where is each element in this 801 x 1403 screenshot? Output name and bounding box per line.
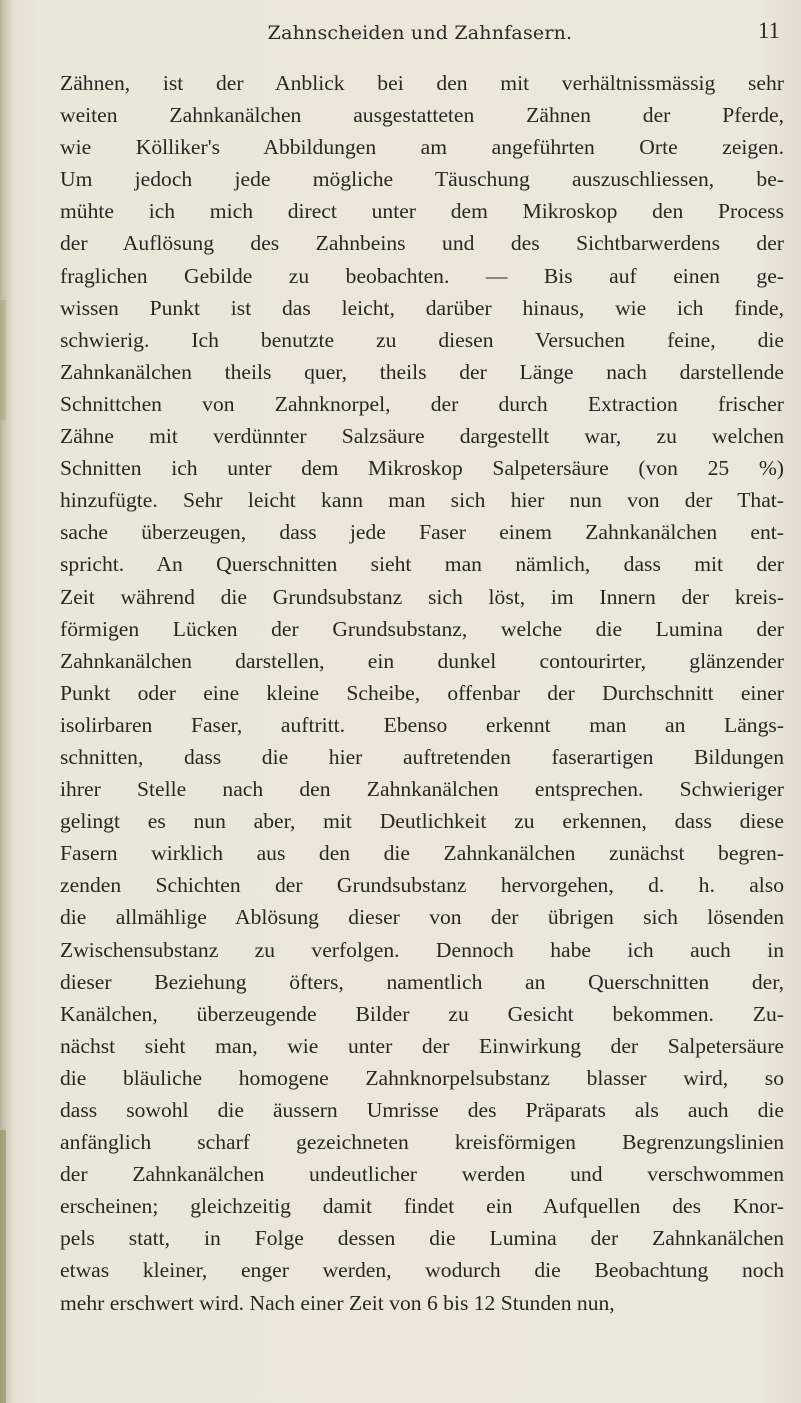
running-head: Zahnscheiden und Zahnfasern. xyxy=(267,22,573,44)
text-line: schwierig. Ich benutzte zu diesen Versuchen feine, die xyxy=(60,327,784,352)
text-line: gelingt es nun aber, mit Deutlichkeit zu erkennen, dass diese xyxy=(60,809,784,834)
text-line: förmigen Lücken der Grundsubstanz, welche die Lumina der xyxy=(60,616,784,641)
page-header xyxy=(60,18,780,58)
text-line: die bläuliche homogene Zahnknorpelsubstanz blasser wird, so xyxy=(60,1065,784,1090)
text-line: ihrer Stelle nach den Zahnkanälchen entsprechen. Schwieriger xyxy=(60,777,784,802)
text-line: fraglichen Gebilde zu beobachten. — Bis auf einen ge- xyxy=(60,263,784,288)
text-line: wie Kölliker's Abbildungen am angeführten Orte zeigen. xyxy=(60,135,784,160)
text-line: Zähnen, ist der Anblick bei den mit verhältnissmässig sehr xyxy=(60,71,784,95)
text-line: hinzufügte. Sehr leicht kann man sich hier nun von der That- xyxy=(60,488,784,513)
text-line: Zeit während die Grundsubstanz sich löst, im Innern der kreis- xyxy=(60,584,784,609)
page-edge-stain xyxy=(0,1130,6,1403)
text-line: mehr erschwert wird. Nach einer Zeit von 6 bis 12 Stunden nun, xyxy=(60,1290,615,1315)
text-line: dass sowohl die äussern Umrisse des Präparats als auch die xyxy=(60,1098,784,1122)
text-line: der Auflösung des Zahnbeins und des Sichtbarwerdens der xyxy=(60,231,784,256)
body-text xyxy=(60,67,784,1319)
text-line: mühte ich mich direct unter dem Mikroskop den Process xyxy=(60,199,784,224)
text-line: Zähne mit verdünnter Salzsäure dargestellt war, zu welchen xyxy=(60,424,784,449)
text-line: wissen Punkt ist das leicht, darüber hinaus, wie ich finde, xyxy=(60,295,784,320)
text-line: zenden Schichten der Grundsubstanz hervorgehen, d. h. also xyxy=(60,873,784,898)
text-line: weiten Zahnkanälchen ausgestatteten Zähnen der Pferde, xyxy=(60,103,784,128)
text-line: sache überzeugen, dass jede Faser einem Zahnkanälchen ent- xyxy=(60,520,784,545)
text-line: pels statt, in Folge dessen die Lumina der Zahnkanälchen xyxy=(60,1226,784,1251)
page-edge-stain xyxy=(0,300,6,420)
text-line: der Zahnkanälchen undeutlicher werden und verschwommen xyxy=(60,1162,784,1187)
text-line: isolirbaren Faser, auftritt. Ebenso erkennt man an Längs- xyxy=(60,712,784,737)
text-line: Kanälchen, überzeugende Bilder zu Gesicht bekommen. Zu- xyxy=(60,1001,784,1026)
text-line: Zahnkanälchen darstellen, ein dunkel contourirter, glänzender xyxy=(60,648,784,673)
text-line: die allmählige Ablösung dieser von der übrigen sich lösenden xyxy=(60,905,784,930)
text-line: erscheinen; gleichzeitig damit findet ein Aufquellen des Knor- xyxy=(60,1194,784,1219)
text-line: nächst sieht man, wie unter der Einwirkung der Salpetersäure xyxy=(60,1033,784,1058)
text-line: spricht. An Querschnitten sieht man nämlich, dass mit der xyxy=(60,552,784,577)
text-line: Punkt oder eine kleine Scheibe, offenbar der Durchschnitt einer xyxy=(60,680,784,705)
text-line: dieser Beziehung öfters, namentlich an Querschnitten der, xyxy=(60,969,784,994)
text-line: Um jedoch jede mögliche Täuschung auszuschliessen, be- xyxy=(60,167,784,192)
text-line: Schnitten ich unter dem Mikroskop Salpetersäure (von 25 %) xyxy=(60,456,784,481)
text-line: etwas kleiner, enger werden, wodurch die Beobachtung noch xyxy=(60,1258,784,1283)
page-number: 11 xyxy=(757,18,780,43)
text-line: Zahnkanälchen theils quer, theils der Länge nach darstellende xyxy=(60,359,784,384)
text-line: Fasern wirklich aus den die Zahnkanälchen zunächst begren- xyxy=(60,841,784,866)
text-line: Zwischensubstanz zu verfolgen. Dennoch habe ich auch in xyxy=(60,937,784,962)
text-line: Schnittchen von Zahnknorpel, der durch Extraction frischer xyxy=(60,391,784,416)
text-line: schnitten, dass die hier auftretenden faserartigen Bildungen xyxy=(60,744,784,769)
text-line: anfänglich scharf gezeichneten kreisförmigen Begrenzungslinien xyxy=(60,1130,784,1155)
